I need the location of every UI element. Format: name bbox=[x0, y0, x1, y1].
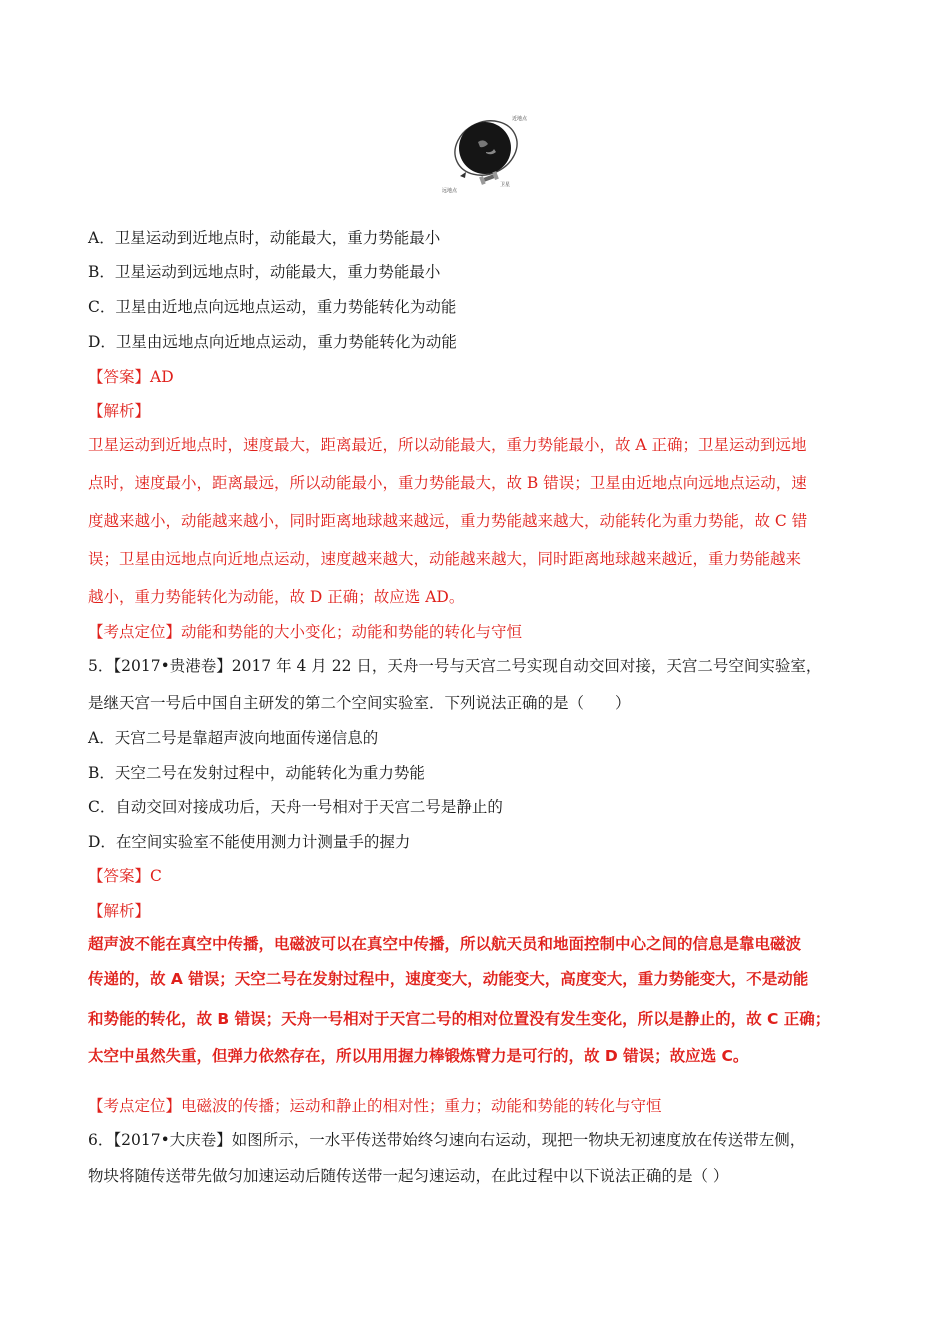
q4-analysis-line: 越小，重力势能转化为动能，故 D 正确；故应选 AD。 bbox=[88, 588, 465, 606]
satellite-orbit-figure bbox=[440, 112, 540, 196]
q5-point-tag: 【考点定位】 bbox=[88, 1097, 182, 1115]
q4-answer bbox=[88, 367, 868, 387]
q5-answer bbox=[88, 866, 868, 886]
q5-analysis-line: 传递的，故 A 错误；天空二号在发射过程中，速度变大，动能变大，高度变大，重力势能变大，不是动能 bbox=[88, 970, 809, 988]
q5-analysis-tag: 【解析】 bbox=[88, 902, 151, 920]
q6-stem-text: 如图所示，一水平传送带始终匀速向右运动，现把一物块无初速度放在传送带左侧， bbox=[231, 1131, 806, 1149]
q6-stem-line-1 bbox=[88, 1130, 868, 1150]
q5-answer-tag: 【答案】 bbox=[88, 867, 151, 885]
q5-stem-line-2: 是继天宫一号后中国自主研发的第二个空间实验室．下列说法正确的是（ ） bbox=[88, 694, 631, 712]
q4-option-d: D．卫星由远地点向近地点运动，重力势能转化为动能 bbox=[88, 333, 457, 351]
q4-option-a: A．卫星运动到近地点时，动能最大，重力势能最小 bbox=[88, 229, 441, 247]
q5-stem-text: 2017 年 4 月 22 日，天舟一号与天宫二号实现自动交回对接，天宫二号空间实验室， bbox=[231, 657, 822, 675]
q5-option-a: A．天宫二号是靠超声波向地面传递信息的 bbox=[88, 729, 379, 747]
q4-analysis-line: 度越来越小，动能越来越小，同时距离地球越来越远，重力势能越来越大，动能转化为重力势能，故 C 错 bbox=[88, 512, 808, 530]
q5-point-text: 电磁波的传播；运动和静止的相对性；重力；动能和势能的转化与守恒 bbox=[181, 1097, 662, 1115]
earth-icon bbox=[459, 122, 511, 174]
q5-answer-value: C bbox=[150, 867, 162, 885]
q4-answer-value: AD bbox=[150, 368, 174, 386]
q4-point-text: 动能和势能的大小变化；动能和势能的转化与守恒 bbox=[181, 623, 523, 641]
q5-analysis-line: 和势能的转化，故 B 错误；天舟一号相对于天宫二号的相对位置没有发生变化，所以是静止的，故 C 正确； bbox=[88, 1010, 831, 1028]
q5-analysis-line: 太空中虽然失重，但弹力依然存在，所以用用握力棒锻炼臂力是可行的，故 D 错误；故应选 C。 bbox=[88, 1047, 749, 1065]
q5-source: 【2017•贵港卷】 bbox=[113, 657, 232, 675]
q4-option-c: C．卫星由近地点向远地点运动，重力势能转化为动能 bbox=[88, 298, 457, 316]
q5-option-d: D．在空间实验室不能使用测力计测量手的握力 bbox=[88, 833, 411, 851]
q4-answer-tag: 【答案】 bbox=[88, 368, 151, 386]
q5-option-b: B．天空二号在发射过程中，动能转化为重力势能 bbox=[88, 764, 425, 782]
q4-analysis-line: 卫星运动到近地点时，速度最大，距离最近，所以动能最大，重力势能最小，故 A 正确；卫星运动到远地 bbox=[88, 436, 807, 454]
q5-number: 5． bbox=[88, 657, 114, 675]
q5-stem-line-1 bbox=[88, 656, 868, 676]
q6-number: 6． bbox=[88, 1131, 114, 1149]
q4-knowledge-point bbox=[88, 622, 868, 642]
q4-option-b: B．卫星运动到远地点时，动能最大，重力势能最小 bbox=[88, 263, 441, 281]
q5-analysis-line: 超声波不能在真空中传播，电磁波可以在真空中传播，所以航天员和地面控制中心之间的信息是靠电磁波 bbox=[88, 935, 802, 953]
q4-analysis-tag: 【解析】 bbox=[88, 402, 151, 420]
q5-knowledge-point bbox=[88, 1096, 868, 1116]
label-far-point: 远地点 bbox=[442, 188, 458, 194]
q4-analysis-line: 点时，速度最小，距离最远，所以动能最小，重力势能最大，故 B 错误；卫星由近地点向远地点运动，速 bbox=[88, 474, 807, 492]
q4-analysis-line: 误；卫星由远地点向近地点运动，速度越来越大，动能越来越大，同时距离地球越来越近，重力势能越来 bbox=[88, 550, 802, 568]
q6-stem-line-2: 物块将随传送带先做匀加速运动后随传送带一起匀速运动，在此过程中以下说法正确的是（ ） bbox=[88, 1167, 729, 1185]
label-near-point: 近地点 bbox=[512, 116, 528, 122]
q5-option-c: C．自动交回对接成功后，天舟一号相对于天宫二号是静止的 bbox=[88, 798, 503, 816]
q6-source: 【2017•大庆卷】 bbox=[113, 1131, 232, 1149]
label-satellite: 卫星 bbox=[500, 182, 511, 188]
q4-point-tag: 【考点定位】 bbox=[88, 623, 182, 641]
